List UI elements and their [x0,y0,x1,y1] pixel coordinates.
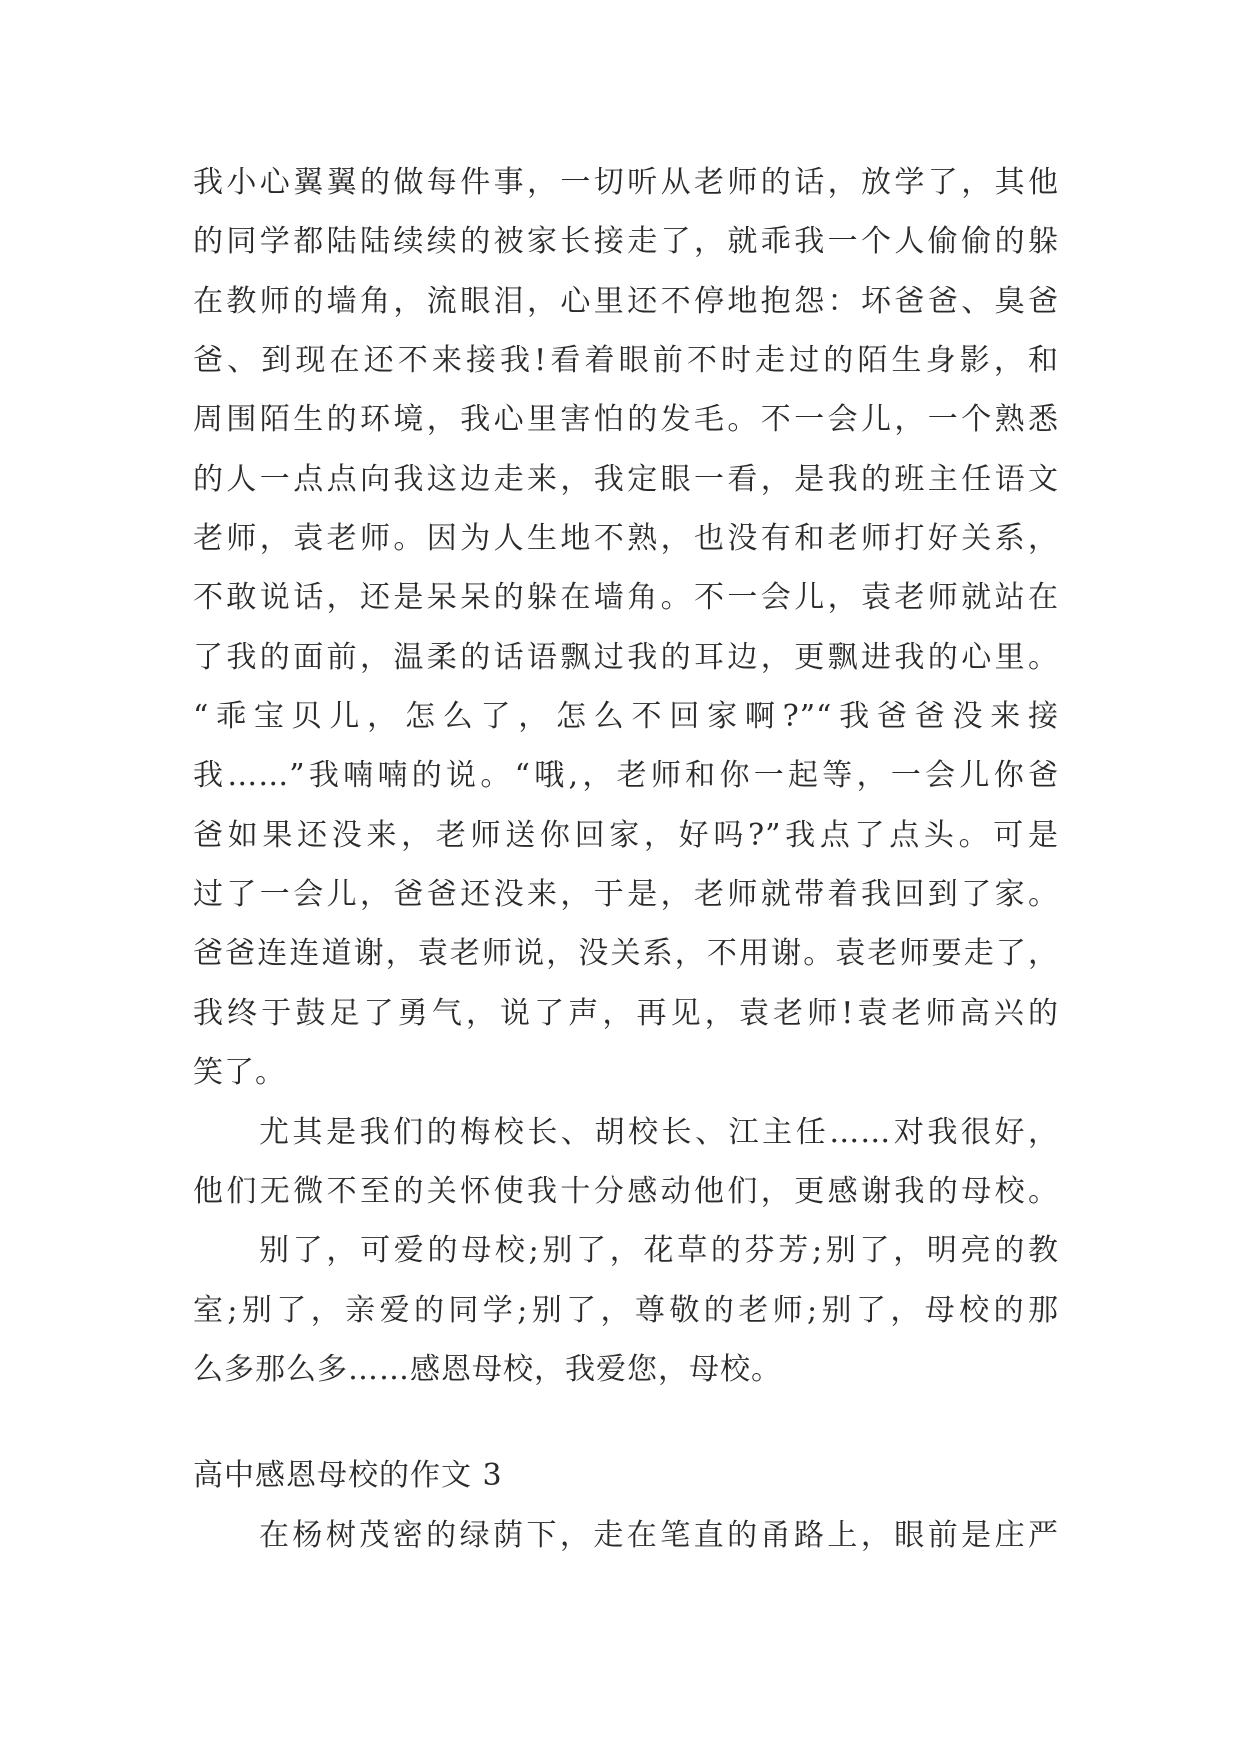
paragraph [193,1221,1059,1399]
text-line: 笑了。 [193,1055,286,1091]
text-line: “乖宝贝儿，怎么了，怎么不回家啊?”“我爸爸没来接 [193,699,1059,735]
text-line: 室;别了，亲爱的同学;别了，尊敬的老师;别了，母校的那 [193,1292,1059,1328]
text-line: 爸、到现在还不来接我!看着眼前不时走过的陌生身影，和 [193,343,1059,379]
text-line: 在杨树茂密的绿荫下，走在笔直的甬路上，眼前是庄严 [259,1517,1059,1553]
text-line: 老师，袁老师。因为人生地不熟，也没有和老师打好关系， [193,521,1059,557]
text-line: 么多那么多……感恩母校，我爱您，母校。 [193,1351,782,1387]
text-line: 周围陌生的环境，我心里害怕的发毛。不一会儿，一个熟悉 [193,402,1059,438]
text-line: 我小心翼翼的做每件事，一切听从老师的话，放学了，其他 [193,165,1059,200]
paragraph [193,153,1059,1103]
text-line: 不敢说话，还是呆呆的躲在墙角。不一会儿，袁老师就站在 [193,580,1059,616]
text-line: 的人一点点向我这边走来，我定眼一看，是我的班主任语文 [193,461,1059,497]
text-line: 我终于鼓足了勇气，说了声，再见，袁老师!袁老师高兴的 [193,995,1059,1031]
paragraph [193,1506,1059,1565]
text-line: 在教师的墙角，流眼泪，心里还不停地抱怨：坏爸爸、臭爸 [193,283,1059,319]
text-line: 爸如果还没来，老师送你回家，好吗?”我点了点头。可是 [193,817,1059,853]
text-line: 别了，可爱的母校;别了，花草的芬芳;别了，明亮的教 [259,1233,1059,1269]
text-line: 的同学都陆陆续续的被家长接走了，就乖我一个人偷偷的躲 [193,224,1059,260]
text-line: 了我的面前，温柔的话语飘过我的耳边，更飘进我的心里。 [193,639,1059,675]
text-line: 我……”我喃喃的说。“哦,，老师和你一起等，一会儿你爸 [193,758,1059,794]
text-line: 尤其是我们的梅校长、胡校长、江主任……对我很好， [259,1114,1059,1150]
text-line: 爸爸连连道谢，袁老师说，没关系，不用谢。袁老师要走了， [193,936,1059,972]
document-body [193,153,1059,1565]
section-heading: 高中感恩母校的作文 3 [193,1458,503,1494]
text-line: 过了一会儿，爸爸还没来，于是，老师就带着我回到了家。 [193,877,1059,913]
text-line: 他们无微不至的关怀使我十分感动他们，更感谢我的母校。 [193,1173,1059,1209]
paragraph [193,1103,1059,1222]
